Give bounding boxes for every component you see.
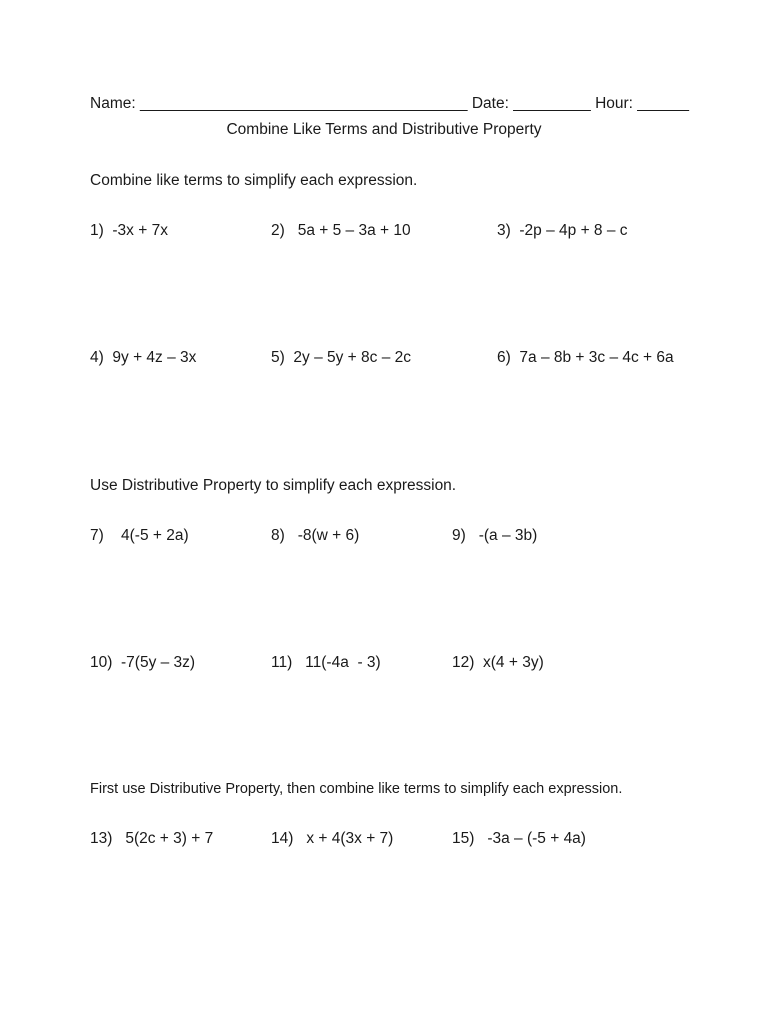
- problem-15: 15) -3a – (-5 + 4a): [452, 830, 586, 847]
- worksheet-title: Combine Like Terms and Distributive Property: [226, 121, 542, 138]
- problem-4: 4) 9y + 4z – 3x: [90, 349, 197, 366]
- section-1-instruction: Combine like terms to simplify each expression.: [90, 172, 418, 189]
- problem-8: 8) -8(w + 6): [271, 527, 360, 544]
- section-2-instruction: Use Distributive Property to simplify each expression.: [90, 477, 457, 494]
- problem-11: 11) 11(-4a - 3): [271, 654, 381, 671]
- problem-2: 2) 5a + 5 – 3a + 10: [271, 222, 411, 239]
- problem-13: 13) 5(2c + 3) + 7: [90, 830, 214, 847]
- problem-10: 10) -7(5y – 3z): [90, 654, 196, 671]
- problem-9: 9) -(a – 3b): [452, 527, 538, 544]
- problem-3: 3) -2p – 4p + 8 – c: [497, 222, 628, 239]
- problem-1: 1) -3x + 7x: [90, 222, 168, 239]
- problem-6: 6) 7a – 8b + 3c – 4c + 6a: [497, 349, 674, 366]
- problem-14: 14) x + 4(3x + 7): [271, 830, 394, 847]
- problem-5: 5) 2y – 5y + 8c – 2c: [271, 349, 412, 366]
- section-3-instruction: First use Distributive Property, then combine like terms to simplify each expression.: [90, 781, 623, 797]
- problem-7: 7) 4(-5 + 2a): [90, 527, 189, 544]
- problem-12: 12) x(4 + 3y): [452, 654, 544, 671]
- name-date-hour-line: Name: ______________________________________ Date: _________ Hour: ______: [90, 95, 690, 112]
